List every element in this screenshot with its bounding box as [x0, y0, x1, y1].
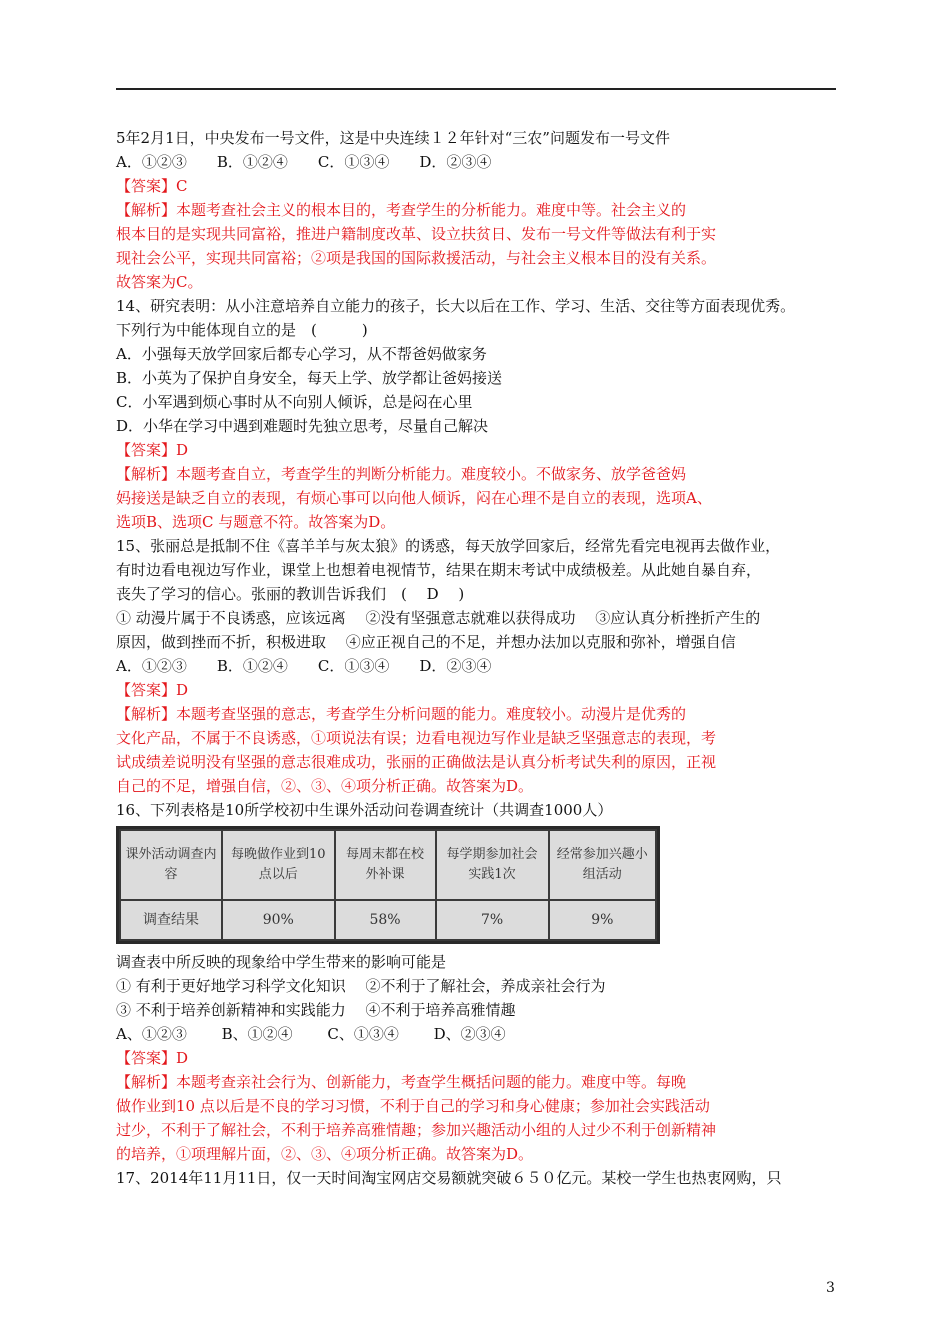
text-line: 14、研究表明：从小注意培养自立能力的孩子，长大以后在工作、学习、生活、交往等方面表现优秀。 — [116, 297, 796, 315]
text-line: 【解析】本题考查自立，考查学生的判断分析能力。难度较小。不做家务、放学爸爸妈 — [116, 465, 687, 483]
text-line: 选项B、选项C 与题意不符。故答案为D。 — [116, 513, 396, 531]
text-line: 做作业到10 点以后是不良的学习习惯，不利于自己的学习和身心健康；参加社会实践活动 — [116, 1097, 710, 1115]
text-line: 自己的不足，增强自信，②、③、④项分析正确。故答案为D。 — [116, 777, 534, 795]
survey-result-cell: 58% — [335, 900, 436, 940]
text-line: C．小军遇到烦心事时从不向别人倾诉，总是闷在心里 — [116, 393, 473, 411]
header-rule — [116, 88, 836, 90]
survey-header-cell: 每周末都在校外补课 — [335, 830, 436, 900]
text-line: 文化产品，不属于不良诱惑，①项说法有误；边看电视边写作业是缺乏坚强意志的表现，考 — [116, 729, 717, 747]
text-line: 15、张丽总是抵制不住《喜羊羊与灰太狼》的诱惑，每天放学回家后，经常先看完电视再去做作业， — [116, 537, 781, 555]
text-line: 5年2月1日，中央发布一号文件，这是中央连续１２年针对“三农”问题发布一号文件 — [116, 129, 670, 147]
text-line: B．小英为了保护自身安全，每天上学、放学都让爸妈接送 — [116, 369, 503, 387]
text-line: 有时边看电视边写作业，课堂上也想着电视情节，结果在期末考试中成绩极差。从此她自暴自弃， — [116, 561, 762, 579]
text-line: 现社会公平，实现共同富裕；②项是我国的国际救援活动，与社会主义根本目的没有关系。 — [116, 249, 717, 267]
page-number: 3 — [826, 1280, 835, 1296]
text-line: 【解析】本题考查亲社会行为、创新能力，考查学生概括问题的能力。难度中等。每晚 — [116, 1073, 687, 1091]
text-line: 根本目的是实现共同富裕，推进户籍制度改革、设立扶贫日、发布一号文件等做法有利于实 — [116, 225, 717, 243]
text-line: 【答案】C — [116, 177, 188, 195]
text-line: 故答案为C。 — [116, 273, 203, 291]
text-line: ③ 不利于培养创新精神和实践能力 ④不利于培养高雅情趣 — [116, 1001, 516, 1019]
text-line: 试成绩差说明没有坚强的意志很难成功，张丽的正确做法是认真分析考试失利的原因，正视 — [116, 753, 717, 771]
text-line: 【解析】本题考查社会主义的根本目的，考查学生的分析能力。难度中等。社会主义的 — [116, 201, 687, 219]
text-line: 丧失了学习的信心。张丽的教训告诉我们 ( D ) — [116, 585, 465, 603]
survey-header-cell: 每晚做作业到10点以后 — [222, 830, 335, 900]
text-line: 过少，不利于了解社会，不利于培养高雅情趣；参加兴趣活动小组的人过少不利于创新精神 — [116, 1121, 717, 1139]
survey-header-cell: 经常参加兴趣小组活动 — [549, 830, 656, 900]
survey-result-row — [120, 900, 656, 940]
text-line: A．小强每天放学回家后都专心学习，从不帮爸妈做家务 — [116, 345, 487, 363]
survey-result-cell: 9% — [549, 900, 656, 940]
text-line: 调查表中所反映的现象给中学生带来的影响可能是 — [116, 953, 447, 971]
text-line: 原因，做到挫而不折，积极进取 ④应正视自己的不足，并想办法加以克服和弥补，增强自信 — [116, 633, 736, 651]
text-line: 【答案】D — [116, 1049, 189, 1067]
text-line: 【解析】本题考查坚强的意志，考查学生分析问题的能力。难度较小。动漫片是优秀的 — [116, 705, 687, 723]
text-block-a — [116, 126, 846, 822]
survey-header-row — [120, 830, 656, 900]
survey-table — [116, 826, 660, 944]
document-body — [116, 126, 846, 1190]
text-line: 的培养，①项理解片面，②、③、④项分析正确。故答案为D。 — [116, 1145, 534, 1163]
text-line: A、①②③ B、①②④ C、①③④ D、②③④ — [116, 1025, 506, 1043]
text-line: 17、2014年11月11日，仅一天时间淘宝网店交易额就突破６５０亿元。某校一学生也热衷网购，只 — [116, 1169, 782, 1187]
text-line: 【答案】D — [116, 441, 189, 459]
text-line: ① 动漫片属于不良诱惑，应该远离 ②没有坚强意志就难以获得成功 ③应认真分析挫折产生的 — [116, 609, 761, 627]
survey-header-cell: 课外活动调查内容 — [120, 830, 222, 900]
text-line: A．①②③ B．①②④ C．①③④ D．②③④ — [116, 153, 492, 171]
survey-result-cell: 调查结果 — [120, 900, 222, 940]
survey-result-cell: 90% — [222, 900, 335, 940]
survey-result-cell: 7% — [436, 900, 549, 940]
text-line: 16、下列表格是10所学校初中生课外活动问卷调查统计（共调查1000人） — [116, 801, 613, 819]
text-line: D．小华在学习中遇到难题时先独立思考，尽量自己解决 — [116, 417, 489, 435]
text-line: 妈接送是缺乏自立的表现，有烦心事可以向他人倾诉，闷在心理不是自立的表现，选项A、 — [116, 489, 712, 507]
text-line: 下列行为中能体现自立的是 ( ) — [116, 321, 368, 339]
text-line: ① 有利于更好地学习科学文化知识 ②不利于了解社会，养成亲社会行为 — [116, 977, 606, 995]
text-line: 【答案】D — [116, 681, 189, 699]
text-block-b — [116, 950, 846, 1190]
survey-header-cell: 每学期参加社会实践1次 — [436, 830, 549, 900]
text-line: A．①②③ B．①②④ C．①③④ D．②③④ — [116, 657, 492, 675]
